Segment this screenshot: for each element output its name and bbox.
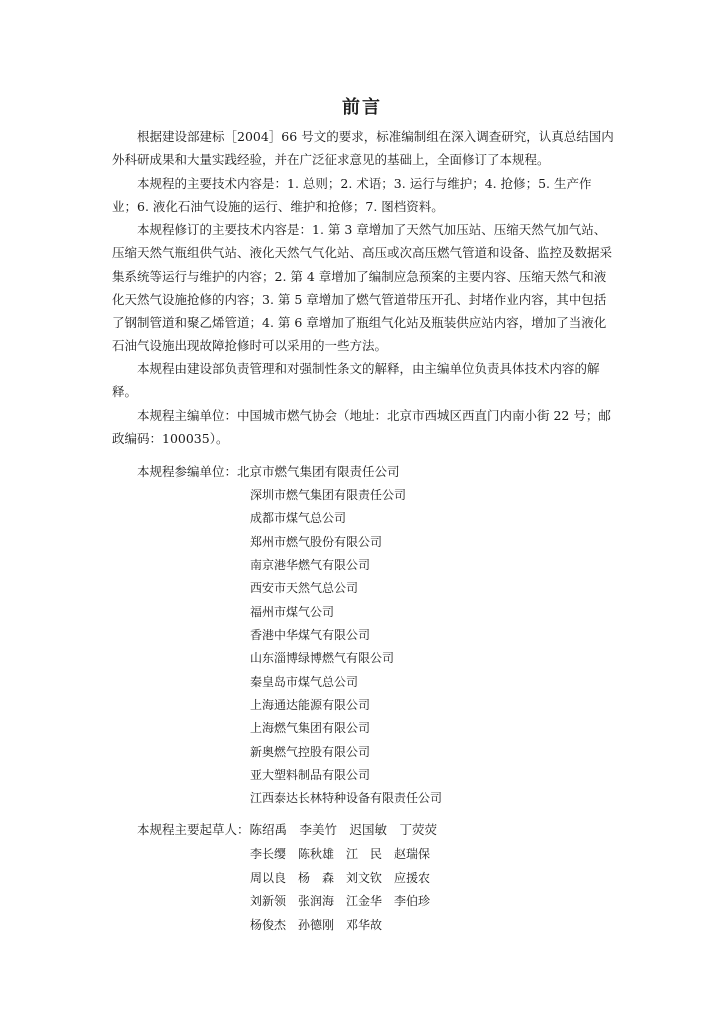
list-item: 刘新领 张润海 江金华 李伯珍 [250, 894, 431, 908]
list-item: 西安市天然气总公司 [250, 581, 359, 596]
participating-units-list [250, 484, 442, 811]
paragraph-main-content [112, 172, 614, 219]
list-item: 江西泰达长林特种设备有限责任公司 [250, 791, 443, 806]
paragraph-management [112, 357, 614, 404]
list-item: 上海通达能源有限公司 [250, 697, 371, 712]
participating-units-label: 本规程参编单位：北京市燃气集团有限责任公司 [137, 464, 400, 479]
paragraph-line: 本规程主编单位：中国城市燃气协会（地址：北京市西城区西直门内南小街 22 号；邮 [137, 408, 611, 423]
page-title: 前言 [342, 97, 382, 118]
list-item: 李长缨 陈秋雄 江 民 赵瑞保 [250, 847, 431, 861]
list-item: 杨俊杰 孙德刚 邓华故 [250, 917, 383, 932]
paragraph-revision-content [112, 218, 614, 358]
paragraph-basis [112, 125, 614, 172]
paragraph-line: 本规程由建设部负责管理和对强制性条文的解释，由主编单位负责具体技术内容的解 [137, 361, 600, 376]
list-item: 秦皇岛市煤气总公司 [250, 674, 359, 689]
list-item: 福州市煤气公司 [250, 604, 335, 619]
drafters-label: 本规程主要起草人：陈绍禹 李美竹 迟国敏 丁荧荧 [137, 822, 438, 837]
paragraph-line: 了钢制管道和聚乙烯管道；4. 第 6 章增加了瓶组气化站及瓶装供应站内容，增加了当液化 [112, 315, 607, 331]
list-item: 亚大塑料制品有限公司 [250, 767, 371, 782]
paragraph-line: 外科研成果和大量实践经验，并在广泛征求意见的基础上，全面修订了本规程。 [112, 152, 550, 168]
paragraph-line: 压缩天然气瓶组供气站、液化天然气气化站、高压或次高压燃气管道和设备、监控及数据采 [112, 245, 613, 261]
paragraph-line: 释。 [112, 384, 138, 400]
paragraph-line: 政编码：100035）。 [112, 431, 229, 447]
list-item: 成都市煤气总公司 [250, 511, 347, 526]
list-item: 上海燃气集团有限公司 [250, 721, 371, 736]
paragraph-line: 集系统等运行与维护的内容；2. 第 4 章增加了编制应急预案的主要内容、压缩天然气和液 [112, 268, 607, 284]
paragraph-line: 化天然气设施抢修的内容；3. 第 5 章增加了燃气管道带压开孔、封堵作业内容，其中包括 [112, 291, 607, 307]
paragraph-line: 根据建设部建标［2004］66 号文的要求，标准编制组在深入调查研究，认真总结国内 [137, 129, 614, 144]
list-item: 南京港华燃气有限公司 [250, 557, 371, 572]
list-item: 周以良 杨 森 刘文钦 应援农 [250, 870, 431, 885]
paragraph-chief-unit [112, 404, 614, 451]
paragraph-line: 石油气设施出现故障抢修时可以采用的一些方法。 [112, 338, 388, 354]
list-item: 深圳市燃气集团有限责任公司 [250, 488, 407, 502]
list-item: 新奥燃气控股有限公司 [250, 744, 371, 759]
paragraph-line: 业；6. 液化石油气设施的运行、维护和抢修；7. 图档资料。 [112, 199, 444, 215]
drafters-list [250, 843, 430, 937]
paragraph-line: 本规程修订的主要技术内容是：1. 第 3 章增加了天然气加压站、压缩天然气加气站、 [137, 222, 607, 237]
list-item: 香港中华煤气有限公司 [250, 627, 371, 642]
list-item: 山东淄博绿博燃气有限公司 [250, 651, 395, 666]
list-item: 郑州市燃气股份有限公司 [250, 534, 383, 549]
paragraph-line: 本规程的主要技术内容是：1. 总则；2. 术语；3. 运行与维护；4. 抢修；5. 生产作 [137, 176, 592, 191]
